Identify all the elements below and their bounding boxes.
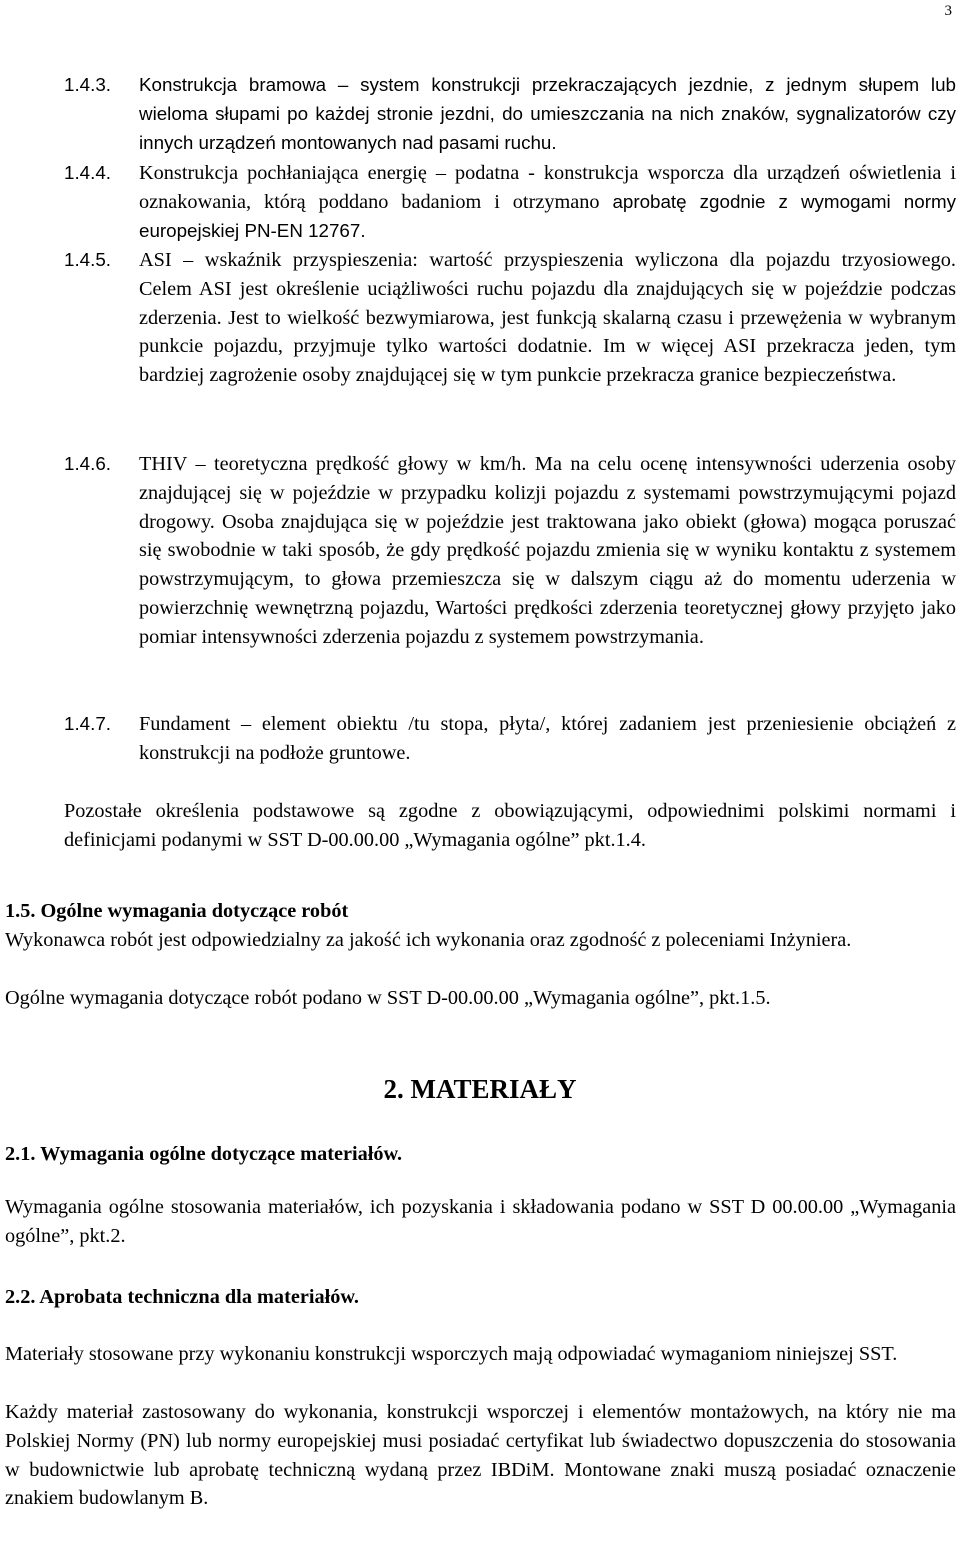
definition-number: 1.4.4. (64, 162, 111, 183)
section-heading-2-1: 2.1. Wymagania ogólne dotyczące materiałów. (5, 1143, 403, 1165)
definition-number: 1.4.3. (64, 74, 111, 95)
section-1-5-paragraph-2: Ogólne wymagania dotyczące robót podano w SST D-00.00.00 „Wymagania ogólne”, pkt.1.5. (5, 987, 771, 1009)
definition-text (139, 159, 956, 245)
definition-text: Fundament – element obiektu /tu stopa, płyta/, której zadaniem jest przeniesienie obciążeń z konstrukcji na podłoże gruntowe. (139, 713, 956, 764)
section-2-1-paragraph: Wymagania ogólne stosowania materiałów, ich pozyskania i składowania podano w SST D 00.00.00 „Wymagania ogólne”, pkt.2. (5, 1196, 956, 1247)
definition-number: 1.4.6. (64, 453, 111, 474)
definition-text-tail: aprobatę zgodnie z wymogami normy europejskiej PN-EN 12767. (139, 190, 956, 241)
section-heading-1-5: 1.5. Ogólne wymagania dotyczące robót (5, 900, 349, 922)
other-definitions-paragraph: Pozostałe określenia podstawowe są zgodne z obowiązującymi, odpowiednimi polskimi normami i definicjami podanymi w SST D-00.00.00 „Wymagania ogólne” pkt.1.4. (64, 800, 956, 851)
definition-item-1-4-5 (64, 246, 956, 390)
definition-item-1-4-4 (64, 159, 956, 245)
definition-text: Konstrukcja bramowa – system konstrukcji przekraczających jezdnie, z jednym słupem lub wieloma słupami po każdej stronie jezdni, do umieszczania na nich znaków, sygnalizatorów czy innych urządzeń montowanych nad pasami ruchu. (139, 74, 956, 153)
definition-item-1-4-6 (64, 450, 956, 652)
page-number: 3 (944, 3, 952, 19)
definition-text: ASI – wskaźnik przyspieszenia: wartość przyspieszenia wyliczona dla pojazdu trzyosiowego. Celem ASI jest określenie uciążliwości ruchu pojazdu dla znajdujących się w pojeździe podczas zderzenia. Jest to wielkość bezwymiarowa, jest funkcją skalarną czasu i przewężenia w wybranym punkcie pojazdu, przyjmuje tylko wartości dodatnie. Im w więcej ASI przekracza jeden, tym bardziej zagrożenie osoby znajdującej się w tym punkcie przekracza granice bezpieczeństwa. (139, 249, 956, 387)
definition-item-1-4-3 (64, 71, 956, 157)
section-2-2-paragraph-2: Każdy materiał zastosowany do wykonania, konstrukcji wsporczej i elementów montażowych, na który nie ma Polskiej Normy (PN) lub normy europejskiej musi posiadać certyfikat lub świadectwo dopuszczenia do stosowania w budownictwie lub aprobatę techniczną wydaną przez IBDiM. Montowane znaki muszą posiadać oznaczenie znakiem budowlanym B. (5, 1401, 956, 1510)
definition-number: 1.4.5. (64, 249, 111, 270)
section-1-5-paragraph-1: Wykonawca robót jest odpowiedzialny za jakość ich wykonania oraz zgodność z poleceniami Inżyniera. (5, 929, 852, 951)
definition-item-1-4-7 (64, 710, 956, 768)
definition-number: 1.4.7. (64, 713, 111, 734)
definition-text-main: Konstrukcja pochłaniająca energię – podatna - konstrukcja wsporcza dla urządzeń oświetlenia i oznakowania, którą poddano badaniom i otrzymano (139, 162, 956, 213)
section-2-2-paragraph-1: Materiały stosowane przy wykonaniu konstrukcji wsporczych mają odpowiadać wymaganiom niniejszej SST. (5, 1343, 898, 1365)
chapter-title: 2. MATERIAŁY (383, 1074, 577, 1104)
section-heading-2-2: 2.2. Aprobata techniczna dla materiałów. (5, 1286, 359, 1308)
definition-text: THIV – teoretyczna prędkość głowy w km/h. Ma na celu ocenę intensywności uderzenia osoby znajdującej się w pojeździe w przypadku kolizji pojazdu z systemami powstrzymującymi pojazd drogowy. Osoba znajdująca się w pojeździe jest traktowana jako obiekt (głowa) mogąca poruszać się swobodnie w taki sposób, że gdy prędkość pojazdu zmienia się w wyniku kontaktu z systemem powstrzymującym, to głowa przemieszcza się w dalszym ciągu aż do momentu uderzenia w powierzchnię wewnętrzną pojazdu, Wartości prędkości zderzenia teoretycznej głowy przyjęto jako pomiar intensywności zderzenia pojazdu z systemem powstrzymania. (139, 453, 956, 648)
